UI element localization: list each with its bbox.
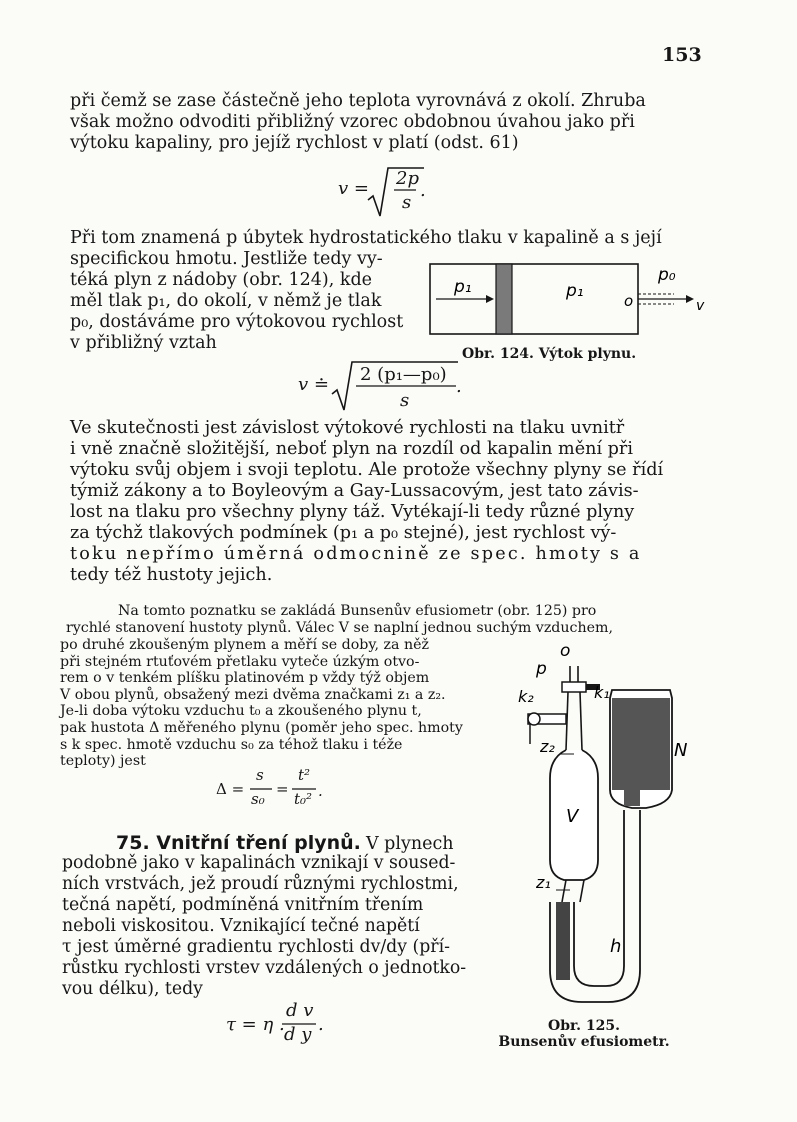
formula-outflow-gas (298, 358, 488, 414)
text-line: specifickou hmotu. Jestliže tedy vy- (70, 249, 383, 269)
text-line: p₀, dostáváme pro výtokovou rychlost (70, 312, 404, 332)
formula-lhs: v = (338, 178, 369, 199)
text-line: pak hustota Δ měřeného plynu (poměr jeho spec. hmoty (60, 719, 463, 736)
formula-denominator: s (402, 192, 412, 213)
text-line: V obou plynů, obsažený mezi dvěma značkami z₁ a z₂. (60, 686, 446, 703)
text-line: však možno odvoditi přibližný vzorec obdobnou úvahou jako při (70, 112, 635, 132)
page-number: 153 (662, 44, 702, 66)
figure-125-bunsen-efusiometer (500, 640, 706, 1020)
formula-numerator: 2 (p₁—p₀) (360, 364, 447, 385)
formula-eq: = (276, 780, 289, 798)
label-o: o (560, 641, 571, 661)
fraction-1-denominator: s₀ (251, 790, 265, 808)
paragraph-2-first-line (70, 228, 700, 249)
text-line: Ve skutečnosti jest závislost výtokové rychlosti na tlaku uvnitř (70, 418, 625, 438)
formula-tail: . (318, 782, 323, 800)
text-line: toku nepřímo úměrná odmocnině ze spec. hmoty s a (70, 544, 642, 564)
arrow-head (486, 295, 494, 303)
small-print-intro (66, 603, 706, 636)
text-line: V plynech (365, 834, 454, 854)
text-line: měl tlak p₁, do okolí, v němž je tlak (70, 291, 382, 311)
label-v: v (696, 298, 705, 314)
label-k1: k₁ (594, 683, 610, 702)
text-line: téká plyn z nádoby (obr. 124), kde (70, 270, 373, 290)
formula-outflow-liquid (338, 164, 468, 220)
formula-density (216, 766, 346, 816)
label-h: h (610, 936, 622, 957)
paragraph-3 (70, 418, 700, 586)
intro-paragraph (70, 91, 700, 154)
formula-numerator: d v (286, 1000, 314, 1021)
text-line: podobně jako v kapalinách vznikají v soused- (62, 853, 456, 873)
text-line: za týchž tlakových podmínek (p₁ a p₀ stejné), jest rychlost vý- (70, 523, 617, 543)
figure-125-caption (498, 1018, 670, 1050)
paragraph-2-left-column (70, 249, 410, 354)
formula-viscosity (226, 1000, 336, 1050)
label-p: p (536, 659, 547, 679)
figure-124-caption: Obr. 124. Výtok plynu. (462, 346, 637, 362)
text-line: výtoku kapaliny, pro jejíž rychlost v platí (odst. 61) (70, 133, 519, 153)
small-print-efusiometer (60, 637, 492, 770)
formula-lhs: v ≐ (298, 374, 329, 395)
fraction-1-numerator: s (256, 766, 264, 784)
label-z2: z₂ (540, 737, 555, 756)
text-line: rem o v tenkém plíšku platinovém p vždy týž objem (60, 670, 430, 687)
label-V: V (566, 806, 579, 827)
text-line: Při tom znamená p úbytek hydrostatického tlaku v kapalině a s její (70, 228, 662, 248)
mercury-column (556, 902, 570, 980)
text-line: růstku rychlosti vrstev vzdálených o jednotko- (62, 958, 467, 978)
formula-denominator: s (400, 390, 410, 411)
text-line: ních vrstvách, jež proudí různými rychlostmi, (62, 874, 459, 894)
text-line: týmiž zákony a to Boyleovým a Gay-Lussacovým, jest tato závis- (70, 481, 639, 501)
caption-line: Obr. 125. (548, 1018, 620, 1034)
text-line: v přibližný vztah (70, 333, 217, 353)
text-line: při čemž se zase částečně jeho teplota vyrovnává z okolí. Zhruba (70, 91, 646, 111)
label-p0: p₀ (658, 265, 676, 285)
section-heading: 75. Vnitřní tření plynů. (116, 832, 361, 854)
text-line: lost na tlaku pro všechny plyny táž. Vytékají-li tedy různé plyny (70, 502, 635, 522)
text-line: tečná napětí, podmíněná vnitřním třením (62, 895, 424, 915)
fraction-2-numerator: t² (298, 766, 311, 784)
formula-numerator: 2p (396, 168, 419, 189)
section-75-text (62, 853, 482, 1000)
text-line: Je-li doba výtoku vzduchu t₀ a zkoušeného plynu t, (60, 703, 422, 720)
formula-tail: . (318, 1014, 324, 1035)
label-N: N (674, 740, 688, 761)
formula-tail: . (456, 376, 462, 397)
reservoir-mercury (612, 698, 670, 790)
label-p1-left: p₁ (454, 277, 472, 297)
text-line: τ jest úměrné gradientu rychlosti dv/dy (pří- (62, 937, 450, 957)
formula-lhs: τ = η . (226, 1014, 285, 1035)
formula-lhs: Δ = (216, 780, 245, 798)
text-line: při stejném rtuťovém přetlaku vyteče úzkým otvo- (60, 653, 420, 670)
text-line: vou délku), tedy (62, 979, 203, 999)
label-o: o (624, 292, 634, 310)
label-p1-right: p₁ (566, 281, 584, 301)
text-line: po druhé zkoušeným plynem a měří se doby, za něž (60, 637, 429, 653)
text-line: výtoku svůj objem i svoji teplotu. Ale protože všechny plyny se řídí (70, 460, 664, 480)
section-75-first-line (116, 832, 454, 854)
label-z1: z₁ (536, 873, 551, 892)
formula-denominator: d y (284, 1024, 312, 1045)
text-line: i vně značně složitější, neboť plyn na rozdíl od kapalin mění při (70, 439, 633, 459)
label-k2: k₂ (518, 687, 534, 706)
text-line: teploty) jest (60, 753, 146, 770)
caption-line: Bunsenův efusiometr. (498, 1034, 670, 1050)
text-line: Na tomto poznatku se zakládá Bunsenův efusiometr (obr. 125) pro (118, 603, 597, 619)
formula-tail: . (420, 180, 426, 201)
text-line: tedy též hustoty jejich. (70, 565, 273, 585)
fraction-2-denominator: t₀² (294, 790, 313, 808)
figure-124-gas-outflow (426, 258, 716, 348)
stopcock-k1-body (562, 682, 586, 692)
text-line: neboli viskositou. Vznikající tečné napětí (62, 916, 420, 936)
text-line: s k spec. hmotě vzduchu s₀ za téhož tlaku i téže (60, 736, 403, 753)
text-line: rychlé stanovení hustoty plynů. Válec V se naplní jednou suchým vzduchem, (66, 619, 613, 636)
piston (496, 264, 512, 334)
